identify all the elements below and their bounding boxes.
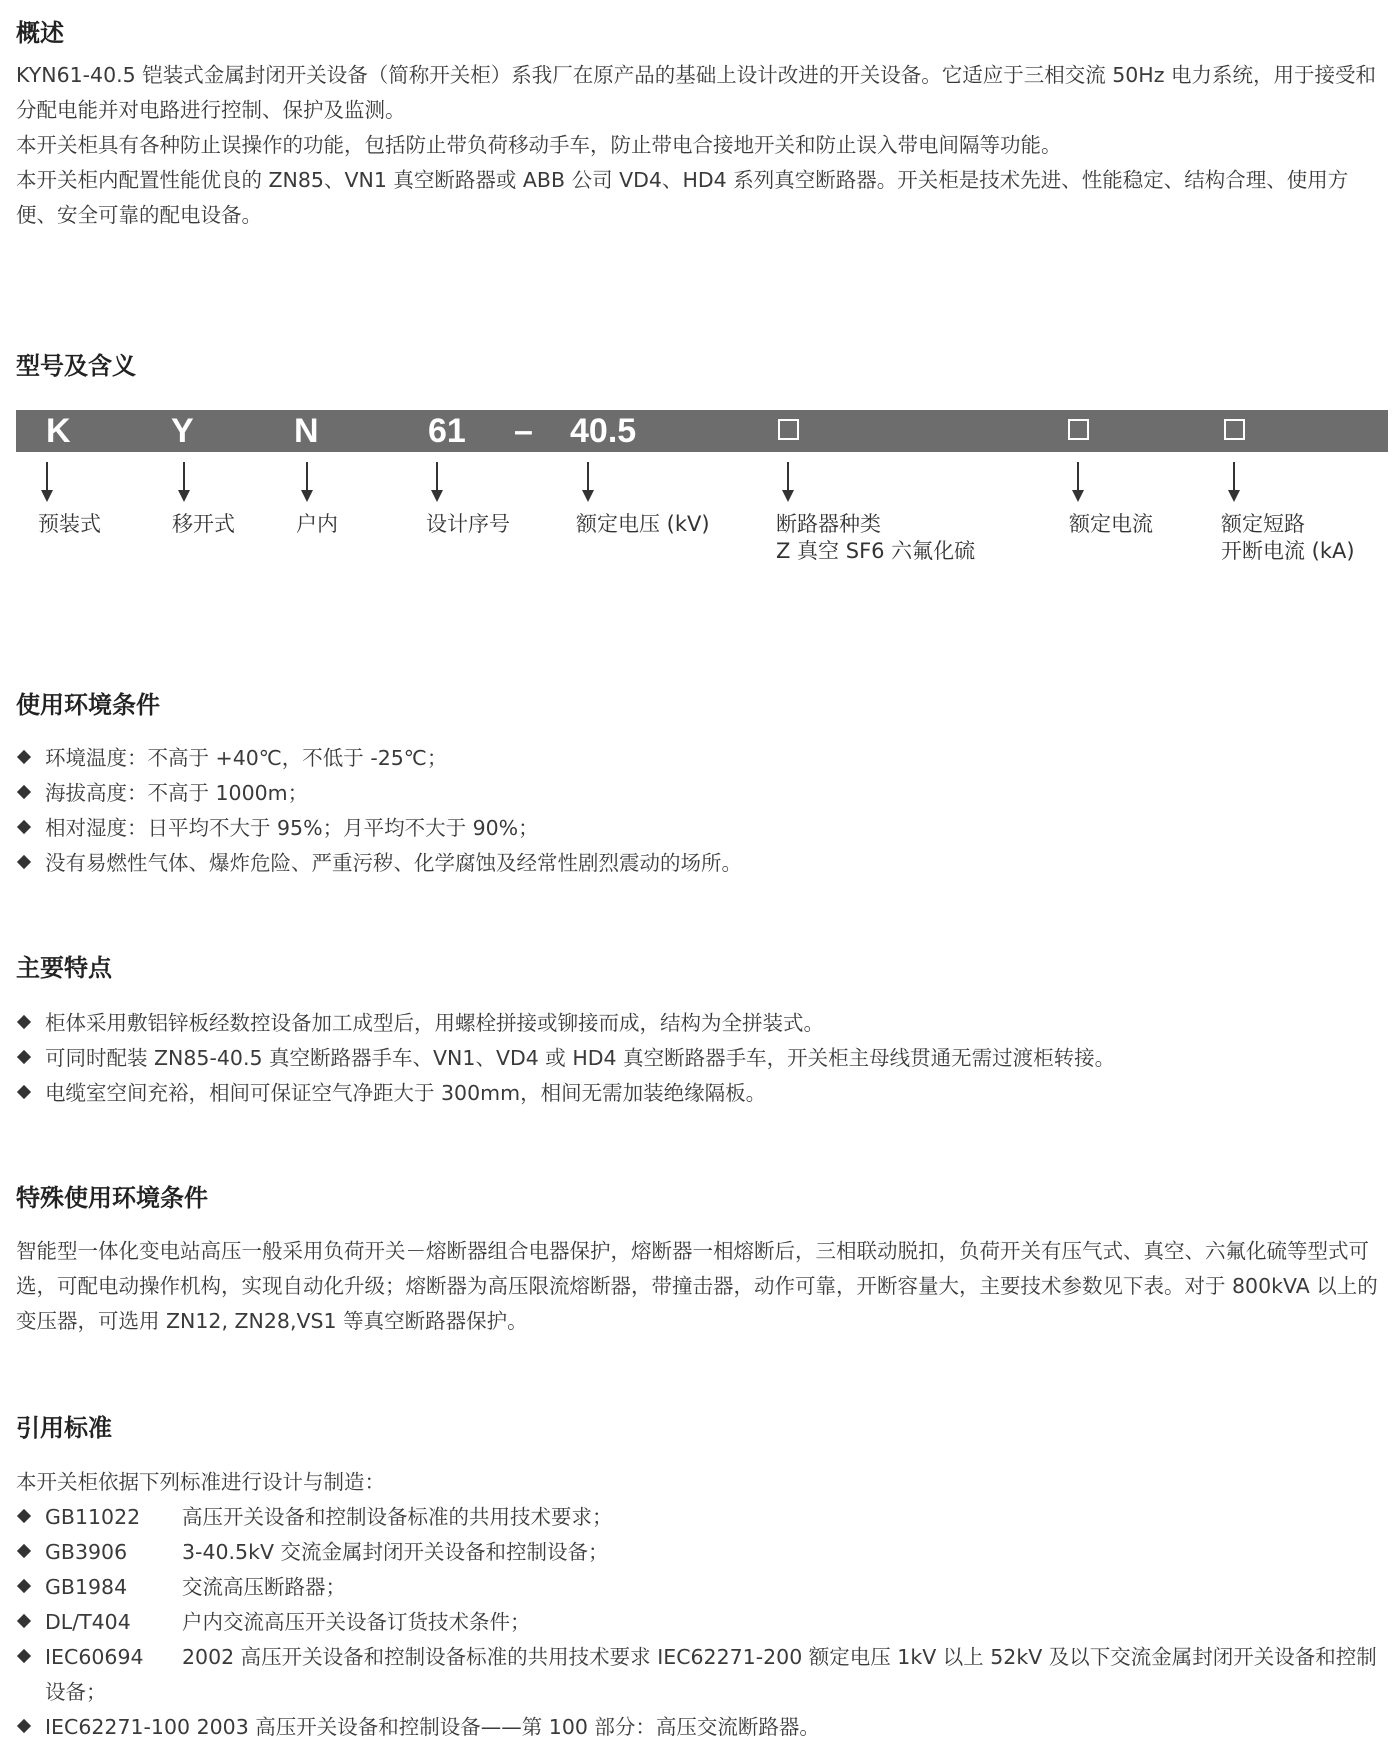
list-item: 电缆室空间充裕，相间可保证空气净距大于 300mm，相间无需加装绝缘隔板。 (16, 1076, 1388, 1111)
model-code-voltage: 40.5 (570, 412, 637, 450)
overview-text (16, 58, 1388, 233)
list-item: 可同时配装 ZN85-40.5 真空断路器手车、VN1、VD4 或 HD4 真空断路器手车，开关柜主母线贯通无需过渡柜转接。 (16, 1041, 1388, 1076)
special-conditions-text (16, 1234, 1388, 1339)
list-item: 相对湿度：日平均不大于 95%；月平均不大于 90%； (16, 811, 1388, 846)
diamond-bullet-icon (17, 785, 31, 799)
standards-intro: 本开关柜依据下列标准进行设计与制造： (16, 1470, 385, 1494)
model-placeholder-box (1224, 419, 1245, 440)
diamond-bullet-icon (17, 1614, 31, 1628)
down-arrow-icon (1228, 462, 1240, 502)
standard-code: IEC60694 (45, 1645, 144, 1669)
list-item (16, 1640, 1388, 1710)
standard-description: 2002 高压开关设备和控制设备标准的共用技术要求 IEC62271-200 额定电压 1kV 以上 52kV 及以下交流金属封闭开关设备和控制设备； (45, 1645, 1377, 1704)
standards-title: 引用标准 (16, 1414, 112, 1442)
overview-title: 概述 (16, 19, 64, 47)
standard-description: 高压开关设备和控制设备标准的共用技术要求； (182, 1505, 613, 1529)
special-conditions-title: 特殊使用环境条件 (16, 1184, 208, 1212)
features-list (16, 1006, 1388, 1111)
down-arrow-icon (301, 462, 313, 502)
diamond-bullet-icon (17, 1509, 31, 1523)
model-label-withdrawable: 移开式 (172, 512, 235, 536)
standard-code: GB1984 (45, 1575, 128, 1599)
model-code-y: Y (171, 412, 194, 450)
down-arrow-icon (178, 462, 190, 502)
list-item (16, 1605, 1388, 1640)
environment-list (16, 741, 1388, 881)
diamond-bullet-icon (17, 855, 31, 869)
model-designation-bar (16, 410, 1388, 452)
overview-paragraph: 本开关柜内配置性能优良的 ZN85、VN1 真空断路器或 ABB 公司 VD4、HD4 系列真空断路器。开关柜是技术先进、性能稳定、结构合理、使用方便、安全可靠的配电设备。 (16, 168, 1349, 227)
environment-title: 使用环境条件 (16, 691, 160, 719)
diamond-bullet-icon (17, 1085, 31, 1099)
down-arrow-icon (1072, 462, 1084, 502)
list-item (16, 1535, 1388, 1570)
standards-list (16, 1500, 1388, 1745)
diamond-bullet-icon (17, 1050, 31, 1064)
down-arrow-icon (782, 462, 794, 502)
standard-code: GB11022 (45, 1505, 141, 1529)
diamond-bullet-icon (17, 750, 31, 764)
list-item: 海拔高度：不高于 1000m； (16, 776, 1388, 811)
down-arrow-icon (41, 462, 53, 502)
diamond-bullet-icon (17, 820, 31, 834)
special-conditions-paragraph: 智能型一体化变电站高压一般采用负荷开关－熔断器组合电器保护，熔断器一相熔断后，三相联动脱扣，负荷开关有压气式、真空、六氟化硫等型式可选，可配电动操作机构，实现自动化升级；熔断器为高压限流熔断器，带撞击器，动作可靠，开断容量大，主要技术参数见下表。对于 800kVA 以上的变压器，可选用 ZN12, ZN28,VS1 等真空断路器保护。 (16, 1239, 1378, 1333)
list-item: 没有易燃性气体、爆炸危险、严重污秽、化学腐蚀及经常性剧烈震动的场所。 (16, 846, 1388, 881)
model-title: 型号及含义 (16, 352, 136, 380)
features-title: 主要特点 (16, 954, 112, 982)
model-label-rated-voltage: 额定电压 (kV) (576, 512, 710, 536)
list-item (16, 1710, 1388, 1745)
standard-description: 户内交流高压开关设备订货技术条件； (182, 1610, 531, 1634)
model-label-rated-current: 额定电流 (1069, 512, 1153, 536)
standard-code: DL/T404 (45, 1610, 131, 1634)
model-label-breaker-type: 断路器种类 Z 真空 SF6 六氟化硫 (776, 512, 976, 563)
list-item (16, 1570, 1388, 1605)
list-item: 柜体采用敷铝锌板经数控设备加工成型后，用螺栓拼接或铆接而成，结构为全拼装式。 (16, 1006, 1388, 1041)
model-label-prefab: 预装式 (38, 512, 101, 536)
model-code-dash: – (514, 412, 533, 450)
model-placeholder-box (778, 419, 799, 440)
list-item: 环境温度：不高于 +40℃，不低于 -25℃； (16, 741, 1388, 776)
model-label-indoor: 户内 (296, 512, 338, 536)
model-placeholder-box (1068, 419, 1089, 440)
model-code-k: K (46, 412, 71, 450)
overview-paragraph: 本开关柜具有各种防止误操作的功能，包括防止带负荷移动手车，防止带电合接地开关和防止误入带电间隔等功能。 (16, 133, 1062, 157)
model-label-short-circuit-breaking-current: 额定短路 开断电流 (kA) (1221, 512, 1355, 563)
model-label-design-number: 设计序号 (426, 512, 510, 536)
list-item (16, 1500, 1388, 1535)
diamond-bullet-icon (17, 1015, 31, 1029)
overview-paragraph: KYN61-40.5 铠装式金属封闭开关设备（简称开关柜）系我厂在原产品的基础上设计改进的开关设备。它适应于三相交流 50Hz 电力系统，用于接受和分配电能并对电路进行控制、保护及监测。 (16, 63, 1377, 122)
diamond-bullet-icon (17, 1649, 31, 1663)
diamond-bullet-icon (17, 1719, 31, 1733)
standard-description: IEC62271-100 2003 高压开关设备和控制设备——第 100 部分：高压交流断路器。 (45, 1715, 820, 1739)
standard-code: GB3906 (45, 1540, 128, 1564)
standard-description: 交流高压断路器； (182, 1575, 346, 1599)
standard-description: 3-40.5kV 交流金属封闭开关设备和控制设备； (182, 1540, 609, 1564)
down-arrow-icon (431, 462, 443, 502)
model-code-design-number: 61 (428, 412, 466, 450)
diamond-bullet-icon (17, 1579, 31, 1593)
down-arrow-icon (582, 462, 594, 502)
model-code-n: N (294, 412, 319, 450)
diamond-bullet-icon (17, 1544, 31, 1558)
